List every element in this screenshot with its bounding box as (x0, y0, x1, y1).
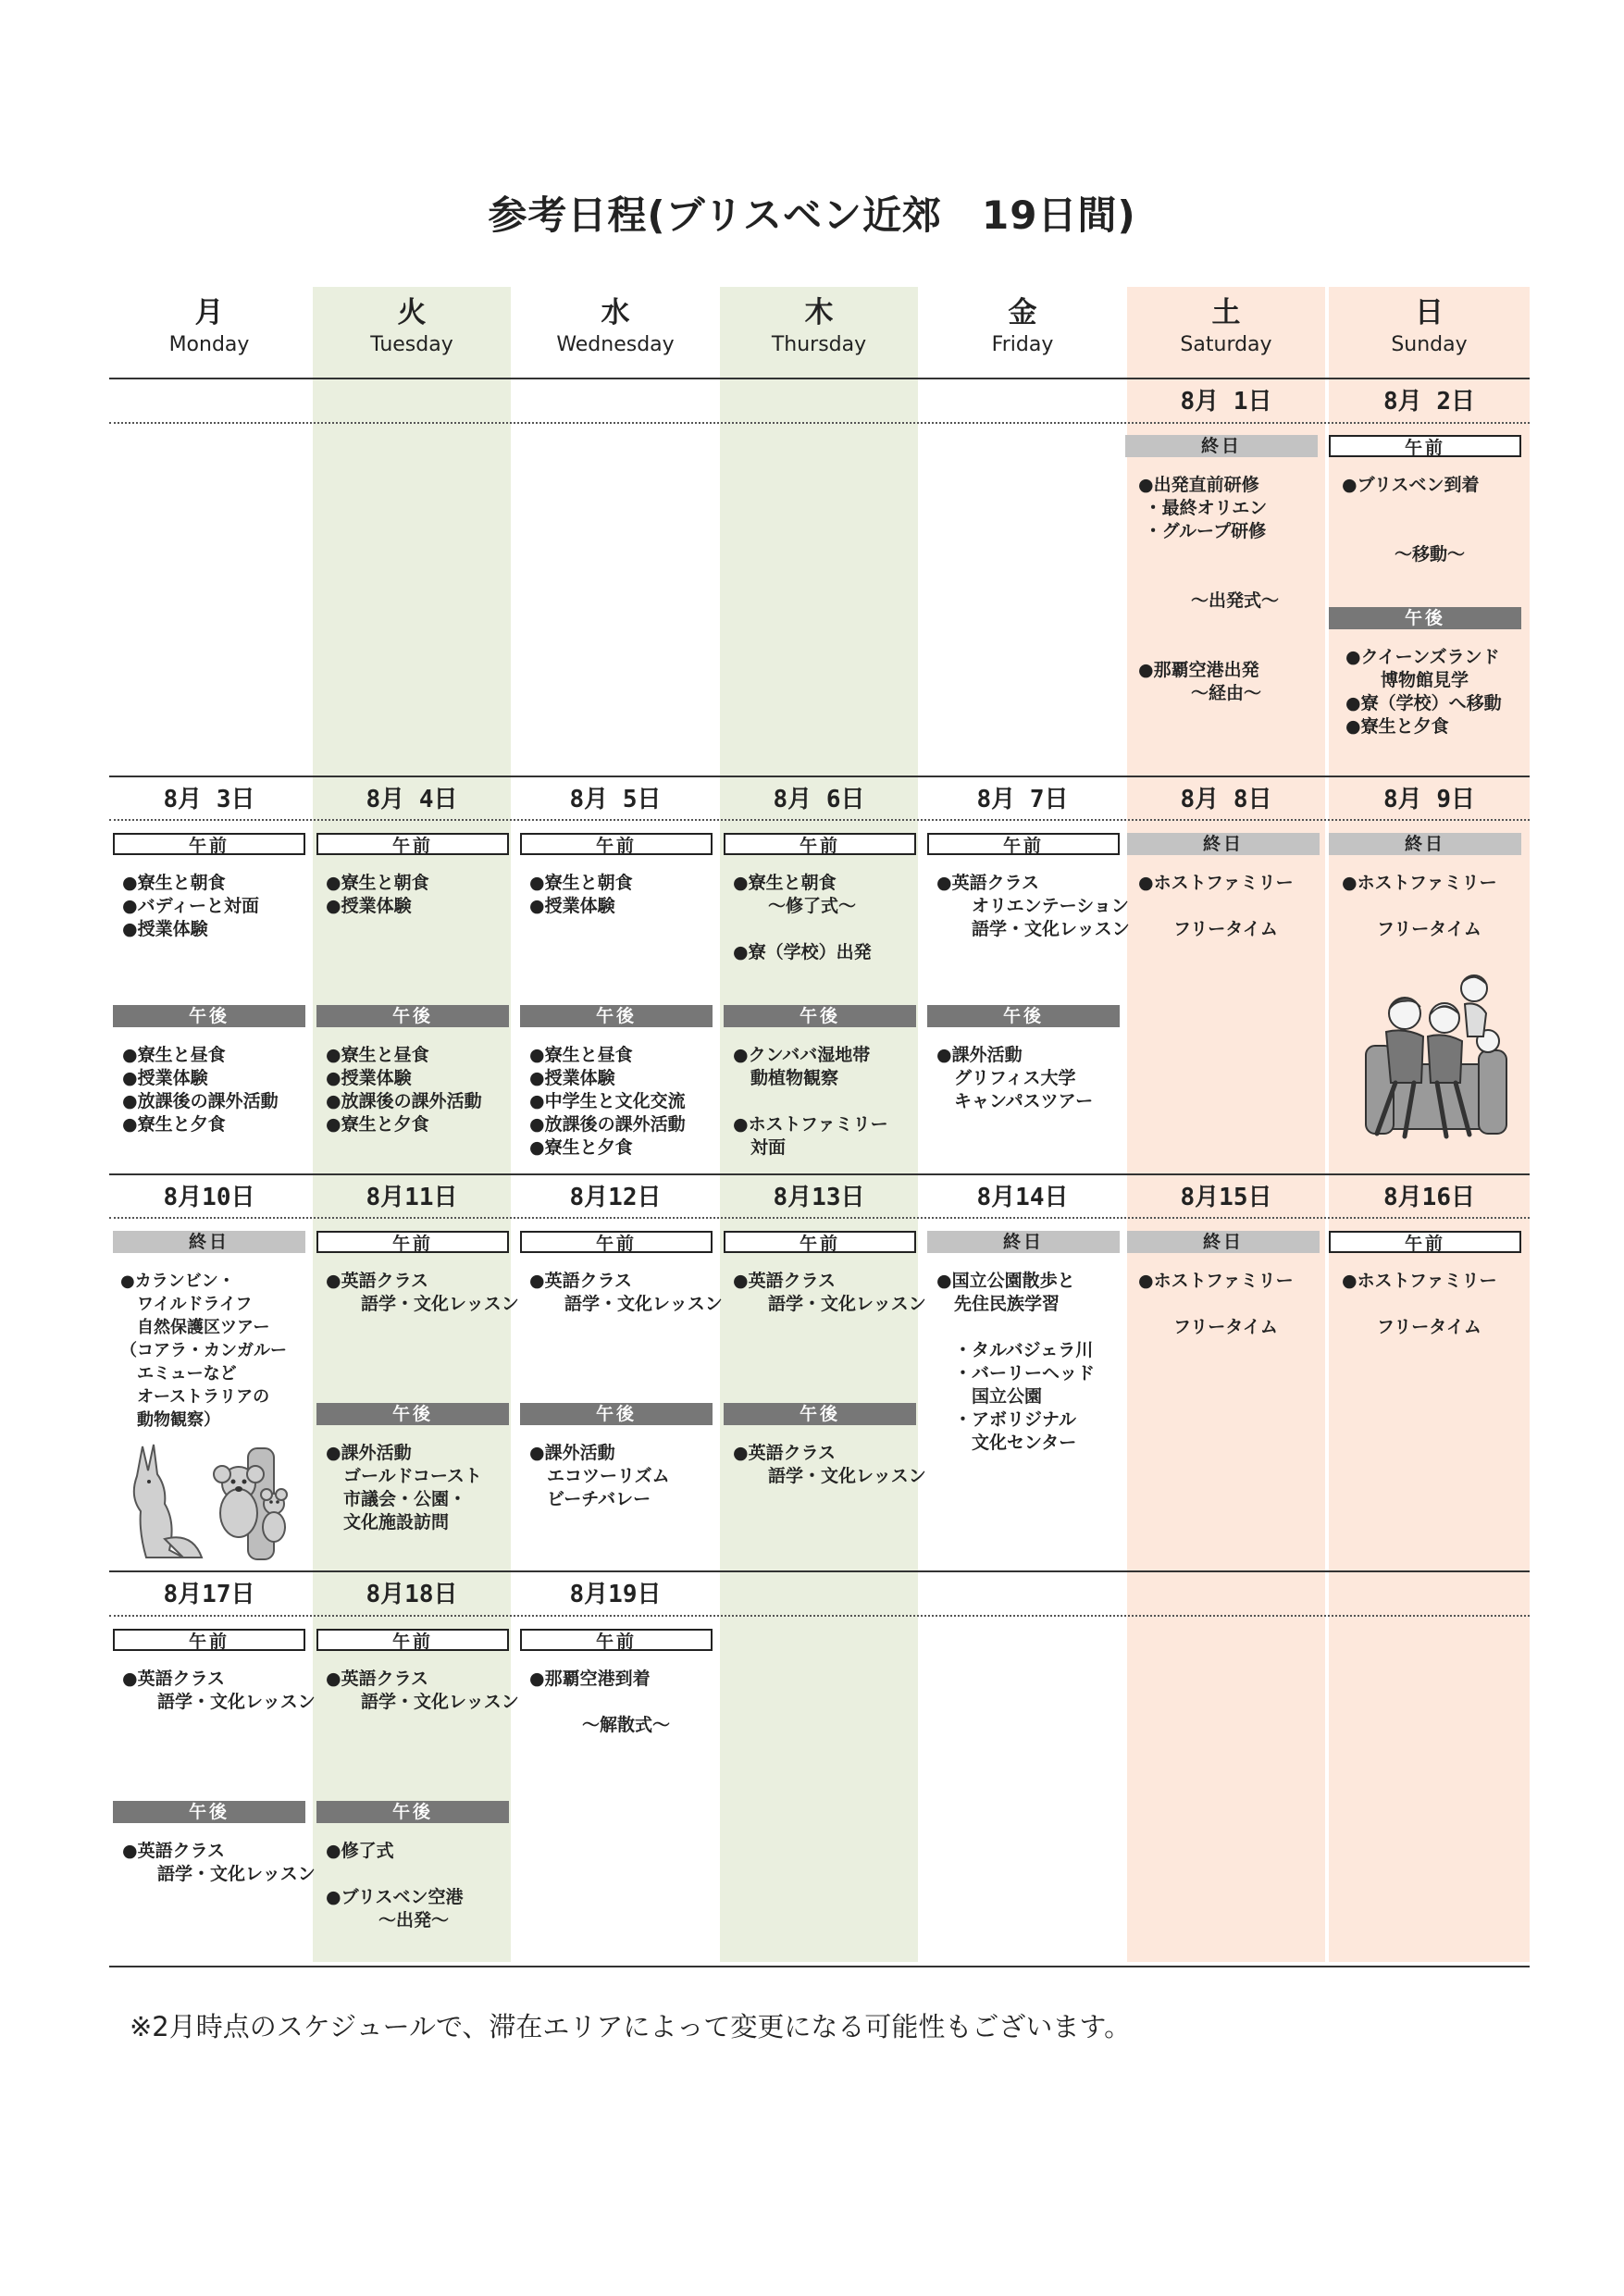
aug3-pm-schedule: ●寮生と昼食 ●授業体験 ●放課後の課外活動 ●寮生と夕食 (122, 1045, 279, 1135)
label-pm: 午後 (316, 1403, 509, 1425)
kangaroo-koala-illustration (118, 1439, 304, 1564)
rule (109, 1966, 1530, 1967)
rule (109, 1615, 1530, 1617)
aug18-am-schedule: ●英語クラス 語学・文化レッスン (326, 1669, 519, 1712)
date-aug-2: 8月 2日 (1383, 388, 1475, 416)
label-pm: 午後 (724, 1005, 916, 1027)
label-pm: 午後 (113, 1801, 305, 1823)
date-aug-9: 8月 9日 (1383, 786, 1475, 813)
date-aug-4: 8月 4日 (366, 786, 458, 813)
label-am: 午前 (927, 833, 1120, 855)
date-aug-8: 8月 8日 (1180, 786, 1272, 813)
rule (109, 776, 1530, 777)
label-pm: 午後 (724, 1403, 916, 1425)
date-aug-12: 8月12日 (569, 1184, 662, 1211)
aug5-pm-schedule: ●寮生と昼食 ●授業体験 ●中学生と文化交流 ●放課後の課外活動 ●寮生と夕食 (529, 1045, 686, 1158)
date-aug-13: 8月13日 (773, 1184, 865, 1211)
date-aug-18: 8月18日 (366, 1581, 458, 1608)
date-aug-1: 8月 1日 (1180, 388, 1272, 416)
label-all-day: 終日 (1127, 1231, 1320, 1253)
aug6-am-schedule: ●寮生と朝食 ～修了式～ ●寮（学校）出発 (733, 873, 872, 962)
label-all-day: 終日 (1329, 833, 1521, 855)
aug4-pm-schedule: ●寮生と昼食 ●授業体験 ●放課後の課外活動 ●寮生と夕食 (326, 1045, 482, 1135)
label-am: 午前 (113, 833, 305, 855)
aug13-am-schedule: ●英語クラス 語学・文化レッスン (733, 1271, 926, 1314)
label-am: 午前 (113, 1629, 305, 1651)
day-header-friday: 金 Friday (991, 296, 1054, 356)
aug12-am-schedule: ●英語クラス 語学・文化レッスン (529, 1271, 723, 1314)
aug14-schedule: ●国立公園散歩と 先住民族学習 ・タルバジェラ川 ・バーリーヘッド 国立公園 ・アボリジナル 文化センター (936, 1271, 1096, 1453)
aug16-am-schedule: ●ホストファミリー フリータイム (1342, 1271, 1497, 1337)
label-am: 午前 (724, 1231, 916, 1253)
label-am: 午前 (316, 833, 509, 855)
date-aug-16: 8月16日 (1383, 1184, 1475, 1211)
label-all-day: 終日 (1125, 435, 1318, 457)
label-pm: 午後 (520, 1005, 713, 1027)
date-aug-15: 8月15日 (1180, 1184, 1272, 1211)
day-header-tuesday: 火 Tuesday (370, 296, 453, 356)
family-illustration (1349, 962, 1516, 1148)
label-pm: 午後 (113, 1005, 305, 1027)
day-header-thursday: 木 Thursday (771, 296, 867, 356)
label-am: 午前 (316, 1231, 509, 1253)
aug4-am-schedule: ●寮生と朝食 ●授業体験 (326, 873, 429, 916)
label-pm: 午後 (1329, 607, 1521, 629)
date-aug-3: 8月 3日 (163, 786, 255, 813)
date-aug-6: 8月 6日 (773, 786, 865, 813)
label-all-day: 終日 (113, 1231, 305, 1253)
aug3-am-schedule: ●寮生と朝食 ●バディーと対面 ●授業体験 (122, 873, 260, 939)
date-aug-17: 8月17日 (163, 1581, 255, 1608)
aug7-pm-schedule: ●課外活動 グリフィス大学 キャンパスツアー (936, 1045, 1094, 1111)
rule (109, 1570, 1530, 1572)
label-pm: 午後 (316, 1005, 509, 1027)
aug19-am-schedule: ●那覇空港到着 ～解散式～ (529, 1669, 671, 1735)
aug13-pm-schedule: ●英語クラス 語学・文化レッスン (733, 1443, 926, 1486)
day-header-monday: 月 Monday (168, 296, 250, 356)
date-aug-7: 8月 7日 (976, 786, 1069, 813)
rule (109, 819, 1530, 821)
label-am: 午前 (1329, 435, 1521, 457)
rule (109, 1173, 1530, 1175)
aug6-pm-schedule: ●クンババ湿地帯 動植物観察 ●ホストファミリー 対面 (733, 1045, 888, 1158)
date-aug-11: 8月11日 (366, 1184, 458, 1211)
date-aug-19: 8月19日 (569, 1581, 662, 1608)
rule (109, 378, 1530, 379)
aug18-pm-schedule: ●修了式 ●ブリスベン空港 ～出発～ (326, 1841, 464, 1930)
page-title: 参考日程(ブリスベン近郊 19日間) (488, 192, 1136, 238)
date-aug-14: 8月14日 (976, 1184, 1069, 1211)
aug15-schedule: ●ホストファミリー フリータイム (1138, 1271, 1294, 1337)
label-pm: 午後 (927, 1005, 1120, 1027)
label-all-day: 終日 (1127, 833, 1320, 855)
date-aug-5: 8月 5日 (569, 786, 662, 813)
aug9-schedule: ●ホストファミリー フリータイム (1342, 873, 1497, 939)
date-aug-10: 8月10日 (163, 1184, 255, 1211)
label-am: 午前 (316, 1629, 509, 1651)
aug11-pm-schedule: ●課外活動 ゴールドコースト 市議会・公園・ 文化施設訪問 (326, 1443, 482, 1533)
aug12-pm-schedule: ●課外活動 エコツーリズム ビーチバレー (529, 1443, 670, 1509)
label-am: 午前 (520, 1629, 713, 1651)
aug17-pm-schedule: ●英語クラス 語学・文化レッスン (122, 1841, 316, 1884)
label-am: 午前 (520, 1231, 713, 1253)
day-header-wednesday: 水 Wednesday (556, 296, 675, 356)
label-all-day: 終日 (927, 1231, 1120, 1253)
aug10-schedule: ●カランビン・ ワイルドライフ 自然保護区ツアー （コアラ・カンガルー エミューなど オーストラリアの 動物観察） (120, 1272, 287, 1430)
aug11-am-schedule: ●英語クラス 語学・文化レッスン (326, 1271, 519, 1314)
aug8-schedule: ●ホストファミリー フリータイム (1138, 873, 1294, 939)
aug7-am-schedule: ●英語クラス オリエンテーション 語学・文化レッスン (936, 873, 1130, 939)
label-am: 午前 (520, 833, 713, 855)
aug2-am-schedule: ●ブリスベン到着 ～移動～ (1342, 475, 1480, 565)
aug2-pm-schedule: ●クイーンズランド 博物館見学 ●寮（学校）へ移動 ●寮生と夕食 (1345, 647, 1502, 737)
day-header-saturday: 土 Saturday (1180, 296, 1272, 356)
label-am: 午前 (1329, 1231, 1521, 1253)
rule (109, 1217, 1530, 1219)
label-pm: 午後 (316, 1801, 509, 1823)
aug17-am-schedule: ●英語クラス 語学・文化レッスン (122, 1669, 316, 1712)
aug5-am-schedule: ●寮生と朝食 ●授業体験 (529, 873, 633, 916)
day-header-sunday: 日 Sunday (1391, 296, 1468, 356)
rule (109, 422, 1530, 424)
label-am: 午前 (724, 833, 916, 855)
footnote: ※2月時点のスケジュールで、滞在エリアによって変更になる可能性もございます。 (130, 2011, 1132, 2042)
aug1-schedule: ●出発直前研修 ・最終オリエン ・グループ研修 ～出発式～ ●那覇空港出発 ～経由～ (1138, 475, 1280, 703)
label-pm: 午後 (520, 1403, 713, 1425)
